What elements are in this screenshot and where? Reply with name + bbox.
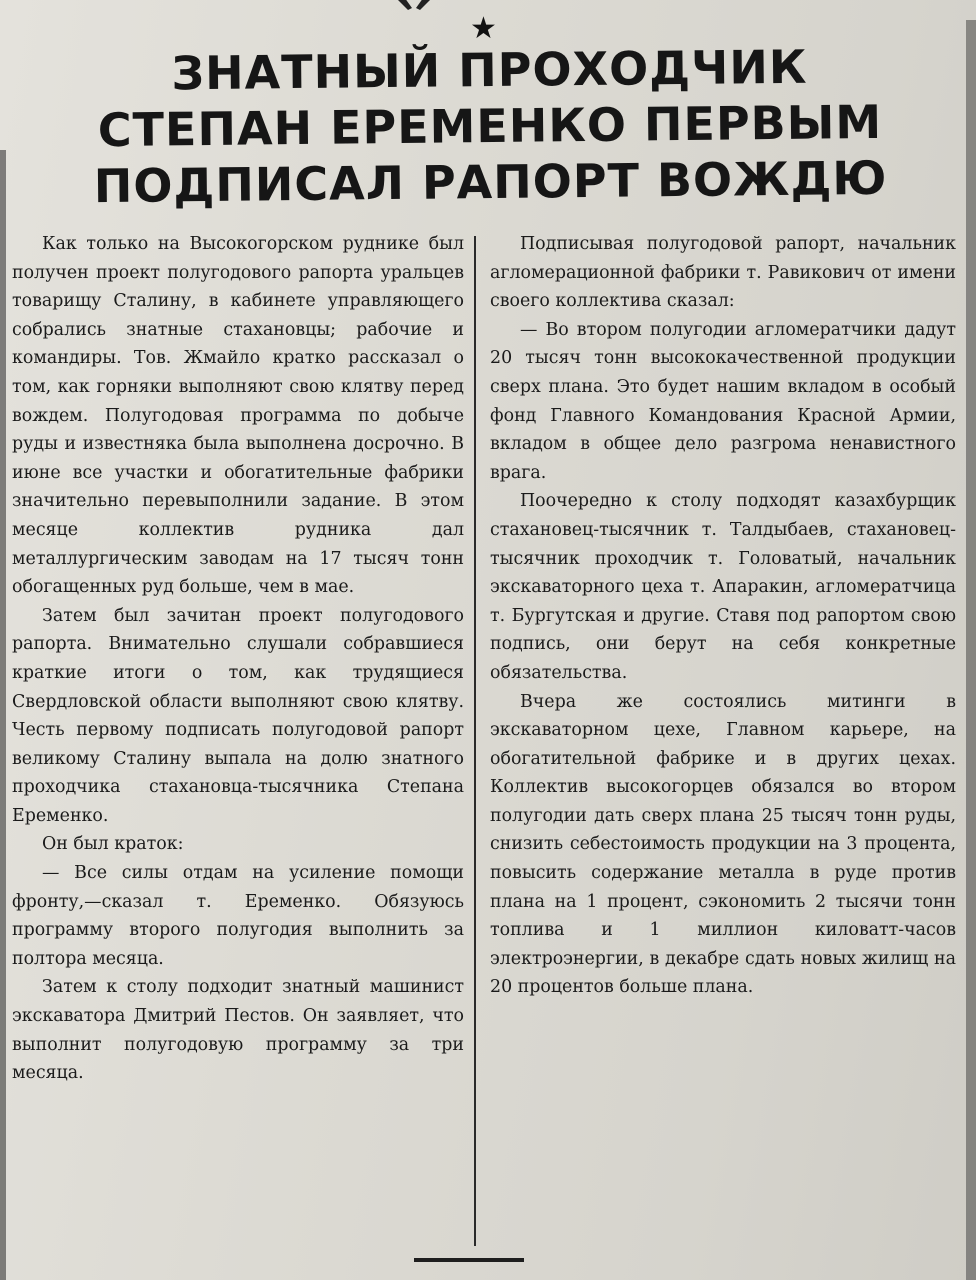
- page-edge-right: [966, 20, 976, 1280]
- paragraph: Вчера же состоялись митинги в экскаваторном цехе, Главном карьере, на обогатительной фабрике и в других цехах. Коллектив высокогорцев обязался во втором полугодии дать сверх плана 25 тысяч тонн руды, снизить себестоимость продукции на 3 процента, повысить содержание металла в руде против плана на 1 процент, сэкономить 2 тысячи тонн топлива и 1 миллион киловатт-часов электроэнергии, в декабре сдать новых жилищ на 20 процентов больше плана.: [490, 691, 956, 998]
- paragraph: Затем был зачитан проект полугодового рапорта. Внимательно слушали собравшиеся краткие итоги о том, как трудящиеся Свердловской области выполняют свою клятву. Честь первому подписать полугодовой рапорт великому Сталину выпала на долю знатного проходчика стахановца-тысячника Степана Еременко.: [12, 605, 464, 826]
- headline-line-3: ПОДПИСАЛ РАПОРТ ВОЖДЮ: [93, 150, 888, 214]
- headline-line-2: СТЕПАН ЕРЕМЕНКО ПЕРВЫМ: [97, 94, 883, 158]
- article-headline: [89, 38, 891, 214]
- article-column-left: [12, 230, 464, 1088]
- paragraph: — Во втором полугодии агломератчики дадут 20 тысяч тонн высококачественной продукции сверх плана. Это будет нашим вкладом в особый фонд Главного Командования Красной Армии, вкладом в общее дело разгрома ненавистного врага.: [490, 319, 956, 483]
- article-column-right: [490, 230, 956, 1002]
- paragraph: Затем к столу подходит знатный машинист экскаватора Дмитрий Пестов. Он заявляет, что выполнит полугодовую программу за три месяца.: [12, 977, 464, 1084]
- paragraph: Как только на Высокогорском руднике был получен проект полугодового рапорта уральцев товарищу Сталину, в кабинете управляющего собрались знатные стахановцы; рабочие и командиры. Тов. Жмайло кратко рассказал о том, как горняки выполняют свою клятву перед вождем. Полугодовая программа по добыче руды и известняка была выполнена досрочно. В июне все участки и обогатительные фабрики значительно перевыполнили задание. В этом месяце коллектив рудника дал металлургическим заводам на 17 тысяч тонн обогащенных руд больше, чем в мае.: [12, 234, 464, 598]
- paragraph: Он был краток:: [42, 834, 184, 855]
- paragraph: Подписывая полугодовой рапорт, начальник агломерационной фабрики т. Равикович от имени своего коллектива сказал:: [490, 234, 956, 312]
- paragraph: — Все силы отдам на усиление помощи фронту,—сказал т. Еременко. Обязуюсь программу второго полугодия выполнить за полтора месяца.: [12, 863, 464, 969]
- column-divider: [474, 236, 476, 1246]
- star-icon: ★: [470, 11, 497, 46]
- article-end-rule: [414, 1258, 524, 1262]
- cut-off-ornament: [388, 0, 440, 10]
- paragraph: Поочередно к столу подходят казахбурщик стахановец-тысячник т. Талдыбаев, стахановец-тысячник проходчик т. Головатый, начальник экскаваторного цеха т. Апаракин, агломератчица т. Бургутская и другие. Ставя под рапортом свою подпись, они берут на себя конкретные обязательства.: [490, 491, 956, 683]
- headline-line-1: ЗНАТНЫЙ ПРОХОДЧИК: [171, 39, 808, 101]
- page-shadow-left: [0, 150, 6, 1280]
